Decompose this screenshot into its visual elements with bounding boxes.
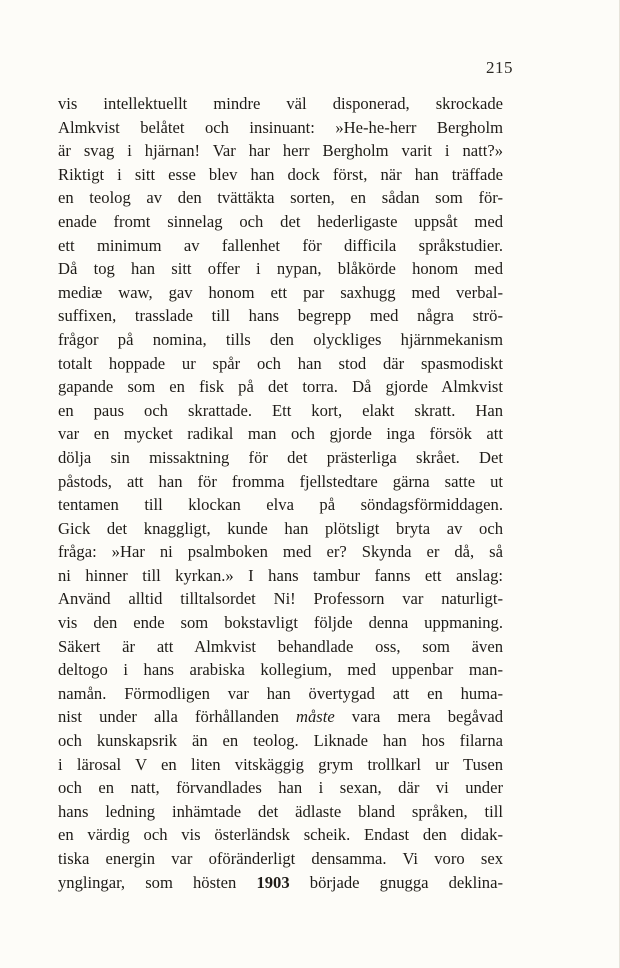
text-line: en paus och skrattade. Ett kort, elakt skratt. Han bbox=[58, 400, 503, 420]
text-line: totalt hoppade ur spår och han stod där spasmodiskt bbox=[58, 353, 503, 373]
text-fragment: nist under alla förhållanden bbox=[58, 707, 296, 727]
text-line: namån. Förmodligen var han övertygad att en huma- bbox=[58, 683, 503, 703]
text-fragment: ynglingar, som hösten bbox=[58, 872, 257, 892]
text-line: i lärosal V en liten vitskäggig grym trollkarl ur Tusen bbox=[58, 754, 503, 774]
text-line: fråga: »Har ni psalmboken med er? Skynda er då, så bbox=[58, 542, 503, 562]
text-line: och kunskapsrik än en teolog. Liknade han hos filarna bbox=[58, 731, 503, 751]
text-line: är svag i hjärnan! Var har herr Bergholm varit i natt?» bbox=[58, 141, 503, 161]
text-line: Då tog han sitt offer i nypan, blåkörde honom med bbox=[58, 259, 503, 279]
text-line: hans ledning inhämtade det ädlaste bland språken, till bbox=[58, 801, 503, 821]
text-line: Almkvist belåtet och insinuant: »He-he-herr Bergholm bbox=[58, 117, 503, 137]
bold-year: 1903 bbox=[256, 872, 290, 892]
text-line: tiska energin var oföränderligt densamma. Vi voro sex bbox=[58, 849, 503, 868]
text-line: Säkert är att Almkvist behandlade oss, som även bbox=[58, 636, 503, 656]
text-line: ni hinner till kyrkan.» I hans tambur fanns ett anslag: bbox=[58, 565, 503, 585]
text-line: mediæ waw, gav honom ett par saxhugg med verbal- bbox=[58, 282, 503, 302]
text-line: tentamen till klockan elva på söndagsförmiddagen. bbox=[58, 495, 503, 515]
text-line: vis den ende som bokstavligt följde denna uppmaning. bbox=[58, 613, 503, 633]
text-line: Gick det knaggligt, kunde han plötsligt bryta av och bbox=[58, 518, 503, 538]
text-line: var en mycket radikal man och gjorde inga försök att bbox=[58, 424, 503, 444]
text-fragment: vara mera begåvad bbox=[334, 707, 503, 727]
text-line: deltogo i hans arabiska kollegium, med uppenbar man- bbox=[58, 660, 503, 680]
text-line-with-bold bbox=[58, 871, 503, 895]
italic-word: måste bbox=[295, 707, 335, 727]
text-line: Använd alltid tilltalsordet Ni! Professorn var naturligt- bbox=[58, 589, 503, 609]
text-line: dölja sin missaktning för det prästerliga skrået. Det bbox=[58, 447, 503, 467]
text-line-with-italic bbox=[58, 705, 503, 729]
text-line: Riktigt i sitt esse blev han dock först, när han träffade bbox=[58, 164, 503, 184]
text-line: och en natt, förvandlades han i sexan, där vi under bbox=[58, 778, 503, 798]
text-line: frågor på nomina, tills den olyckliges hjärnmekanism bbox=[58, 329, 503, 349]
body-text bbox=[58, 92, 503, 894]
text-line: en teolog av den tvättäkta sorten, en sådan som för- bbox=[58, 188, 503, 208]
text-line: gapande som en fisk på det torra. Då gjorde Almkvist bbox=[58, 377, 503, 397]
page-number: 215 bbox=[486, 58, 513, 77]
text-fragment: började gnugga deklina- bbox=[289, 872, 503, 892]
text-line: enade fromt sinnelag och det hederligaste uppsåt med bbox=[58, 211, 503, 231]
text-line: ett minimum av fallenhet för difficila språkstudier. bbox=[58, 235, 503, 255]
text-line: påstods, att han för fromma fjellstedtare gärna satte ut bbox=[58, 471, 503, 491]
text-line: vis intellektuellt mindre väl disponerad, skrockade bbox=[58, 94, 503, 113]
text-line: suffixen, trasslade till hans begrepp med några strö- bbox=[58, 306, 503, 326]
text-line: en värdig och vis österländsk scheik. Endast den didak- bbox=[58, 825, 503, 845]
